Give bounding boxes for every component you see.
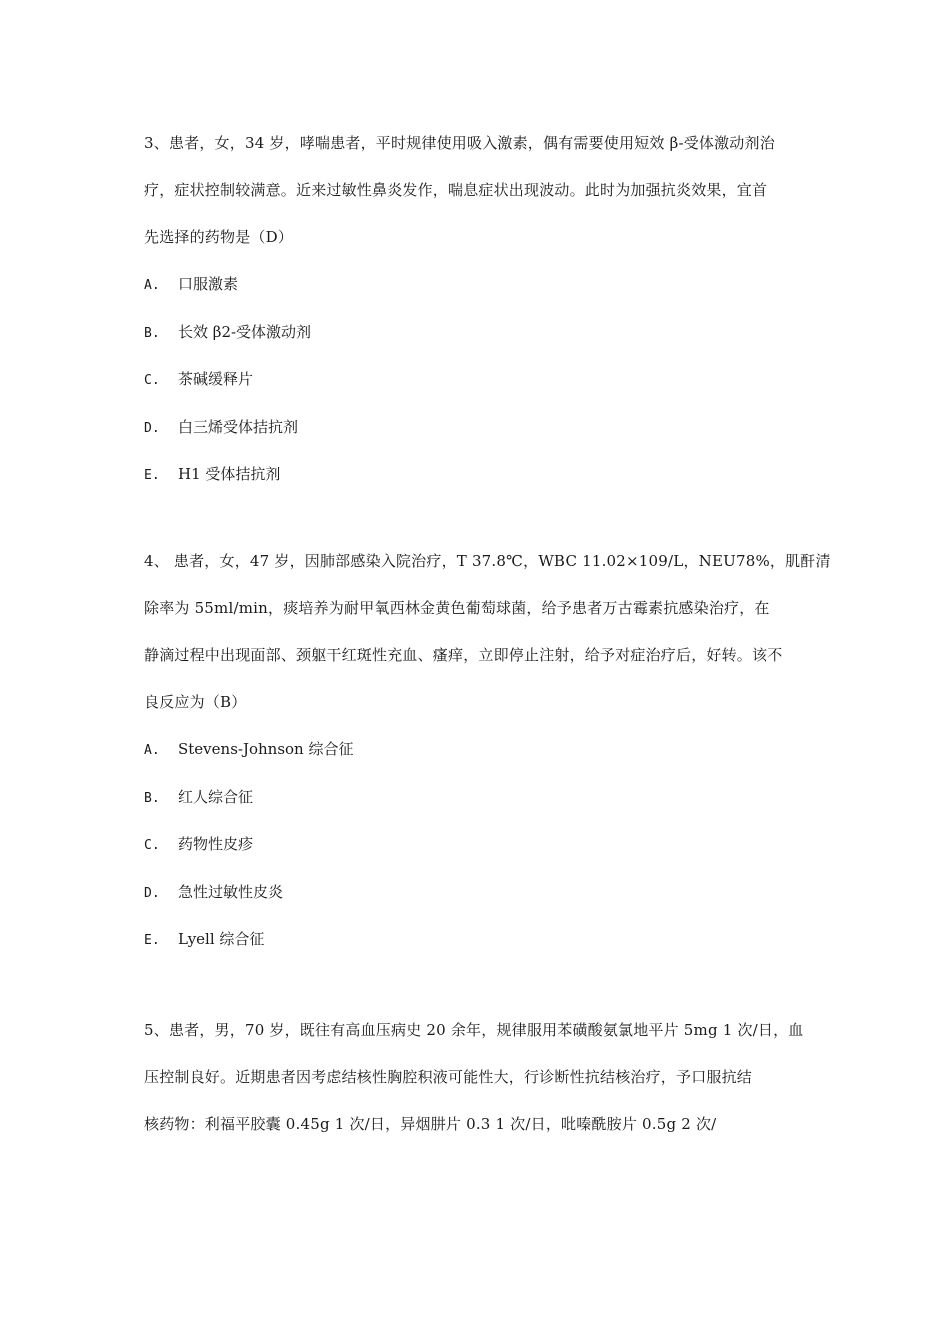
question-stem-line: 3、患者，女，34 岁，哮喘患者，平时规律使用吸入激素，偶有需要使用短效 β-受体激动剂治 [144, 134, 775, 152]
question-stem-line: 压控制良好。近期患者因考虑结核性胸腔积液可能性大，行诊断性抗结核治疗，予口服抗结 [144, 1068, 753, 1086]
question-stem-line: 4、 患者，女，47 岁，因肺部感染入院治疗，T 37.8℃，WBC 11.02×109/L，NEU78%，肌酐清 [144, 552, 831, 570]
option-text: 茶碱缓释片 [178, 370, 254, 388]
question-stem-line: 先选择的药物是（D） [144, 228, 294, 246]
option-text: Stevens-Johnson 综合征 [178, 740, 354, 758]
option-text: 长效 β2-受体激动剂 [178, 322, 312, 341]
option-letter: D. [144, 420, 160, 436]
option-letter: E. [144, 933, 160, 948]
question-stem-line: 5、患者，男，70 岁，既往有高血压病史 20 余年，规律服用苯磺酸氨氯地平片 5mg 1 次/日，血 [144, 1021, 804, 1039]
question-4 [144, 538, 831, 964]
question-stem-line: 静滴过程中出现面部、颈躯干红斑性充血、瘙痒，立即停止注射，给予对症治疗后，好转。该不 [144, 646, 783, 664]
option-a [144, 726, 809, 774]
option-text: 药物性皮疹 [178, 835, 254, 853]
option-c [144, 821, 809, 869]
option-letter: A. [144, 743, 160, 758]
option-b [144, 774, 809, 822]
option-d [144, 404, 809, 452]
option-text: 急性过敏性皮炎 [178, 882, 284, 901]
option-text: 口服激素 [178, 275, 239, 293]
option-text: Lyell 综合征 [178, 930, 265, 948]
question-3 [144, 120, 809, 499]
question-5 [144, 1007, 809, 1148]
option-e [144, 916, 809, 964]
question-stem-line: 良反应为（B） [144, 693, 247, 711]
option-text: H1 受体拮抗剂 [178, 465, 281, 483]
option-letter: B. [144, 790, 160, 806]
option-b [144, 309, 809, 357]
option-a [144, 261, 809, 309]
option-letter: E. [144, 468, 160, 483]
question-stem-line: 核药物：利福平胶囊 0.45g 1 次/日，异烟肼片 0.3 1 次/日，吡嗪酰胺片 0.5g 2 次/ [144, 1115, 717, 1133]
option-letter: C. [144, 373, 160, 388]
option-letter: B. [144, 325, 160, 341]
option-text: 红人综合征 [178, 787, 254, 806]
option-letter: C. [144, 838, 160, 853]
option-letter: A. [144, 278, 160, 293]
option-c [144, 356, 809, 404]
option-e [144, 451, 809, 499]
option-text: 白三烯受体拮抗剂 [178, 417, 299, 436]
question-stem-line: 除率为 55ml/min，痰培养为耐甲氧西林金黄色葡萄球菌，给予患者万古霉素抗感染治疗，在 [144, 599, 770, 617]
option-letter: D. [144, 885, 160, 901]
question-stem-line: 疗，症状控制较满意。近来过敏性鼻炎发作，喘息症状出现波动。此时为加强抗炎效果，宜首 [144, 181, 768, 199]
option-d [144, 869, 809, 917]
